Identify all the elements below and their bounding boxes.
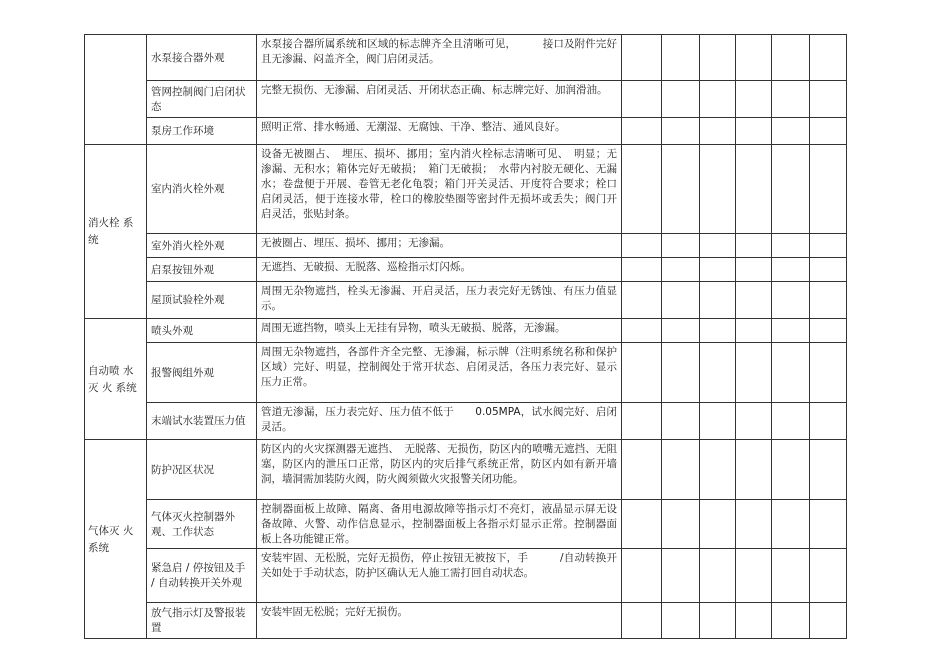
inspection-table <box>84 34 847 639</box>
table-row <box>85 258 847 282</box>
record-cell[interactable] <box>700 145 736 234</box>
system-name-cell: 自动喷 水灭 火 系统 <box>85 319 147 440</box>
record-cell[interactable] <box>736 234 772 258</box>
table-row <box>85 319 847 343</box>
record-cell[interactable] <box>662 549 700 603</box>
record-cell[interactable] <box>736 258 772 282</box>
table-body <box>85 35 847 639</box>
record-cell[interactable] <box>772 549 810 603</box>
record-cell[interactable] <box>700 343 736 403</box>
requirement-cell: 管道无渗漏，压力表完好、压力值不低于 0.05MPA，试水阀完好、启闭灵活。 <box>257 403 622 440</box>
table-row <box>85 35 847 81</box>
record-cell[interactable] <box>810 282 847 319</box>
table-row <box>85 440 847 500</box>
record-cell[interactable] <box>700 81 736 118</box>
inspection-item-cell: 室外消火栓外观 <box>147 234 257 258</box>
requirement-cell: 防区内的火灾探测器无遮挡、 无脱落、无损伤，防区内的喷嘴无遮挡、无阻塞，防区内的泄压口正常，防区内的灾后排气系统正常，防区内如有新开墙洞，墙洞需加装防火阀，防火阀须做火灾报警关闭功能。 <box>257 440 622 500</box>
record-cell[interactable] <box>662 500 700 549</box>
requirement-cell: 无被圈占、埋压、损坏、挪用；无渗漏。 <box>257 234 622 258</box>
record-cell[interactable] <box>662 603 700 639</box>
record-cell[interactable] <box>700 258 736 282</box>
inspection-item-cell: 水泵接合器外观 <box>147 35 257 81</box>
record-cell[interactable] <box>662 145 700 234</box>
record-cell[interactable] <box>662 258 700 282</box>
record-cell[interactable] <box>622 35 662 81</box>
record-cell[interactable] <box>772 81 810 118</box>
table-row <box>85 118 847 145</box>
record-cell[interactable] <box>772 234 810 258</box>
table-row <box>85 343 847 403</box>
record-cell[interactable] <box>622 81 662 118</box>
requirement-cell: 控制器面板上故障、隔离、备用电源故障等指示灯不亮灯，液晶显示屏无设备故障、火警、动作信息显示，控制器面板上各指示灯显示正常。控制器面板上各功能键正常。 <box>257 500 622 549</box>
record-cell[interactable] <box>810 403 847 440</box>
record-cell[interactable] <box>736 549 772 603</box>
record-cell[interactable] <box>810 343 847 403</box>
record-cell[interactable] <box>772 145 810 234</box>
record-cell[interactable] <box>700 603 736 639</box>
record-cell[interactable] <box>622 282 662 319</box>
record-cell[interactable] <box>622 145 662 234</box>
record-cell[interactable] <box>810 440 847 500</box>
record-cell[interactable] <box>736 81 772 118</box>
record-cell[interactable] <box>622 403 662 440</box>
record-cell[interactable] <box>622 500 662 549</box>
record-cell[interactable] <box>700 500 736 549</box>
record-cell[interactable] <box>736 145 772 234</box>
record-cell[interactable] <box>736 403 772 440</box>
record-cell[interactable] <box>622 118 662 145</box>
requirement-cell: 安装牢固无松脱；完好无损伤。 <box>257 603 622 639</box>
record-cell[interactable] <box>662 403 700 440</box>
record-cell[interactable] <box>810 234 847 258</box>
record-cell[interactable] <box>736 319 772 343</box>
requirement-cell: 安装牢固、无松脱，完好无损伤，停止按钮无被按下，手 /自动转换开关如处于手动状态，防护区确认无人施工需打回自动状态。 <box>257 549 622 603</box>
record-cell[interactable] <box>772 319 810 343</box>
record-cell[interactable] <box>662 319 700 343</box>
record-cell[interactable] <box>662 282 700 319</box>
record-cell[interactable] <box>622 319 662 343</box>
inspection-item-cell: 紧急启 / 停按钮及手 / 自动转换开关外观 <box>147 549 257 603</box>
requirement-cell: 照明正常、排水畅通、无潮湿、无腐蚀、干净、整洁、通风良好。 <box>257 118 622 145</box>
record-cell[interactable] <box>700 403 736 440</box>
inspection-item-cell: 泵房工作环境 <box>147 118 257 145</box>
record-cell[interactable] <box>736 440 772 500</box>
record-cell[interactable] <box>772 258 810 282</box>
table-row <box>85 282 847 319</box>
inspection-item-cell: 喷头外观 <box>147 319 257 343</box>
record-cell[interactable] <box>622 343 662 403</box>
record-cell[interactable] <box>662 81 700 118</box>
record-cell[interactable] <box>700 440 736 500</box>
record-cell[interactable] <box>662 35 700 81</box>
record-cell[interactable] <box>810 118 847 145</box>
record-cell[interactable] <box>700 35 736 81</box>
record-cell[interactable] <box>736 118 772 145</box>
table-row <box>85 145 847 234</box>
record-cell[interactable] <box>772 118 810 145</box>
requirement-cell: 水泵接合器所属系统和区域的标志牌齐全且清晰可见， 接口及附件完好且无渗漏、闷盖齐全，阀门启闭灵活。 <box>257 35 622 81</box>
record-cell[interactable] <box>736 343 772 403</box>
record-cell[interactable] <box>772 343 810 403</box>
table-row <box>85 234 847 258</box>
record-cell[interactable] <box>736 35 772 81</box>
requirement-cell: 完整无损伤、无渗漏、启闭灵活、开闭状态正确、标志牌完好、加润滑油。 <box>257 81 622 118</box>
table-row <box>85 81 847 118</box>
requirement-cell: 无遮挡、无破损、无脱落、巡检指示灯闪烁。 <box>257 258 622 282</box>
record-cell[interactable] <box>772 282 810 319</box>
record-cell[interactable] <box>622 440 662 500</box>
record-cell[interactable] <box>622 234 662 258</box>
inspection-item-cell: 启泵按钮外观 <box>147 258 257 282</box>
inspection-item-cell: 报警阀组外观 <box>147 343 257 403</box>
record-cell[interactable] <box>622 603 662 639</box>
record-cell[interactable] <box>772 35 810 81</box>
system-name-cell <box>85 35 147 145</box>
record-cell[interactable] <box>622 549 662 603</box>
record-cell[interactable] <box>736 282 772 319</box>
inspection-item-cell: 管网控制阀门启闭状态 <box>147 81 257 118</box>
table-row <box>85 500 847 549</box>
record-cell[interactable] <box>810 549 847 603</box>
record-cell[interactable] <box>662 118 700 145</box>
record-cell[interactable] <box>810 258 847 282</box>
inspection-item-cell: 防护况区状况 <box>147 440 257 500</box>
inspection-item-cell: 屋顶试验栓外观 <box>147 282 257 319</box>
table-row <box>85 403 847 440</box>
record-cell[interactable] <box>810 145 847 234</box>
record-cell[interactable] <box>736 603 772 639</box>
record-cell[interactable] <box>810 81 847 118</box>
record-cell[interactable] <box>736 500 772 549</box>
record-cell[interactable] <box>810 319 847 343</box>
record-cell[interactable] <box>810 35 847 81</box>
record-cell[interactable] <box>700 282 736 319</box>
record-cell[interactable] <box>700 234 736 258</box>
record-cell[interactable] <box>772 440 810 500</box>
record-cell[interactable] <box>662 440 700 500</box>
record-cell[interactable] <box>662 343 700 403</box>
record-cell[interactable] <box>772 500 810 549</box>
record-cell[interactable] <box>662 234 700 258</box>
record-cell[interactable] <box>772 603 810 639</box>
record-cell[interactable] <box>622 258 662 282</box>
inspection-item-cell: 放气指示灯及警报装置 <box>147 603 257 639</box>
system-name-cell: 消火栓 系统 <box>85 145 147 319</box>
system-name-cell: 气体灭 火系统 <box>85 440 147 639</box>
record-cell[interactable] <box>700 118 736 145</box>
record-cell[interactable] <box>700 549 736 603</box>
record-cell[interactable] <box>810 500 847 549</box>
inspection-item-cell: 末端试水装置压力值 <box>147 403 257 440</box>
table-row <box>85 549 847 603</box>
requirement-cell: 周围无杂物遮挡，栓头无渗漏、开启灵活，压力表完好无锈蚀、有压力值显示。 <box>257 282 622 319</box>
inspection-item-cell: 室内消火栓外观 <box>147 145 257 234</box>
inspection-item-cell: 气体灭火控制器外观、工作状态 <box>147 500 257 549</box>
table-row <box>85 603 847 639</box>
requirement-cell: 周围无遮挡物，喷头上无挂有异物，喷头无破损、脱落，无渗漏。 <box>257 319 622 343</box>
record-cell[interactable] <box>700 319 736 343</box>
record-cell[interactable] <box>772 403 810 440</box>
requirement-cell: 周围无杂物遮挡，各部件齐全完整、无渗漏，标示牌（注明系统名称和保护区域）完好、明显，控制阀处于常开状态、启闭灵活，各压力表完好、显示压力正常。 <box>257 343 622 403</box>
record-cell[interactable] <box>810 603 847 639</box>
requirement-cell: 设备无被圈占、 埋压、损坏、挪用；室内消火栓标志清晰可见、 明显；无渗漏、无积水；箱体完好无破损； 箱门无破损； 水带内衬胶无硬化、无漏水；卷盘便于开展、卷管无老化龟裂；箱门开关灵活、开度符合要求；栓口启闭灵活，便于连接水带，栓口的橡胶垫圈等密封件无损坏或丢失；阀门开启灵活，张贴封条。 <box>257 145 622 234</box>
